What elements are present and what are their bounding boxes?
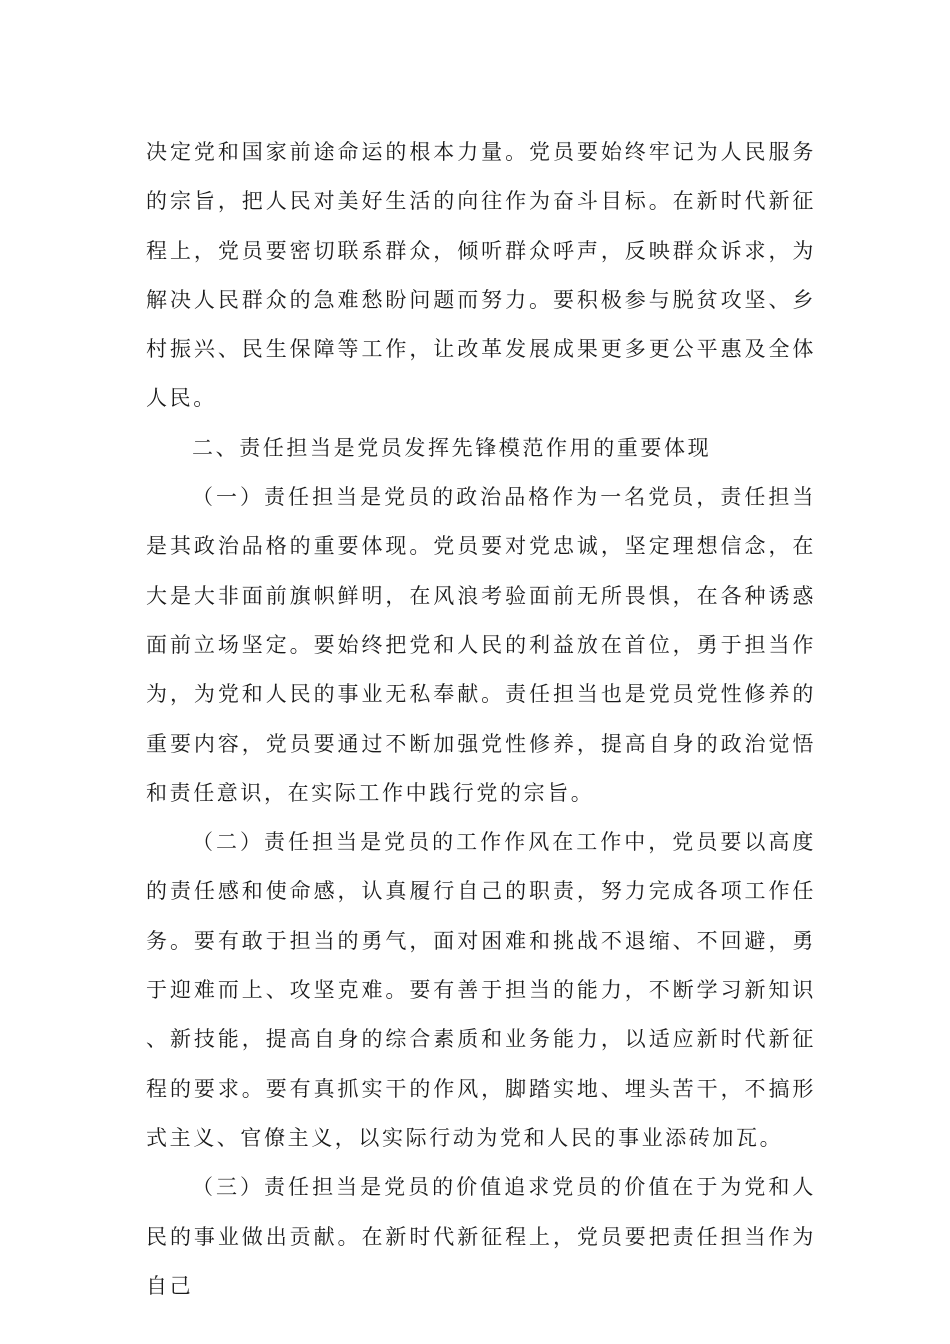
paragraph-continued: 决定党和国家前途命运的根本力量。党员要始终牢记为人民服务的宗旨，把人民对美好生活的向往作为奋斗目标。在新时代新征程上，党员要密切联系群众，倾听群众呼声，反映群众诉求，为解决人民群众的急难愁盼问题而努力。要积极参与脱贫攻坚、乡村振兴、民生保障等工作，让改革发展成果更多更公平惠及全体人民。	[146, 140, 816, 411]
document-body	[146, 128, 816, 1311]
paragraph-3: （三）责任担当是党员的价值追求党员的价值在于为党和人民的事业做出贡献。在新时代新征程上，党员要把责任担当作为自己	[146, 1175, 816, 1298]
section-heading: 二、责任担当是党员发挥先锋模范作用的重要体现	[192, 435, 712, 460]
paragraph-2: （二）责任担当是党员的工作作风在工作中，党员要以高度的责任感和使命感，认真履行自己的职责，努力完成各项工作任务。要有敢于担当的勇气，面对困难和挑战不退缩、不回避，勇于迎难而上、攻坚克难。要有善于担当的能力，不断学习新知识、新技能，提高自身的综合素质和业务能力，以适应新时代新征程的要求。要有真抓实干的作风，脚踏实地、埋头苦干，不搞形式主义、官僚主义，以实际行动为党和人民的事业添砖加瓦。	[146, 830, 816, 1150]
paragraph-1: （一）责任担当是党员的政治品格作为一名党员，责任担当是其政治品格的重要体现。党员要对党忠诚，坚定理想信念，在大是大非面前旗帜鲜明，在风浪考验面前无所畏惧，在各种诱惑面前立场坚定。要始终把党和人民的利益放在首位，勇于担当作为，为党和人民的事业无私奉献。责任担当也是党员党性修养的重要内容，党员要通过不断加强党性修养，提高自身的政治觉悟和责任意识，在实际工作中践行党的宗旨。	[146, 485, 816, 805]
